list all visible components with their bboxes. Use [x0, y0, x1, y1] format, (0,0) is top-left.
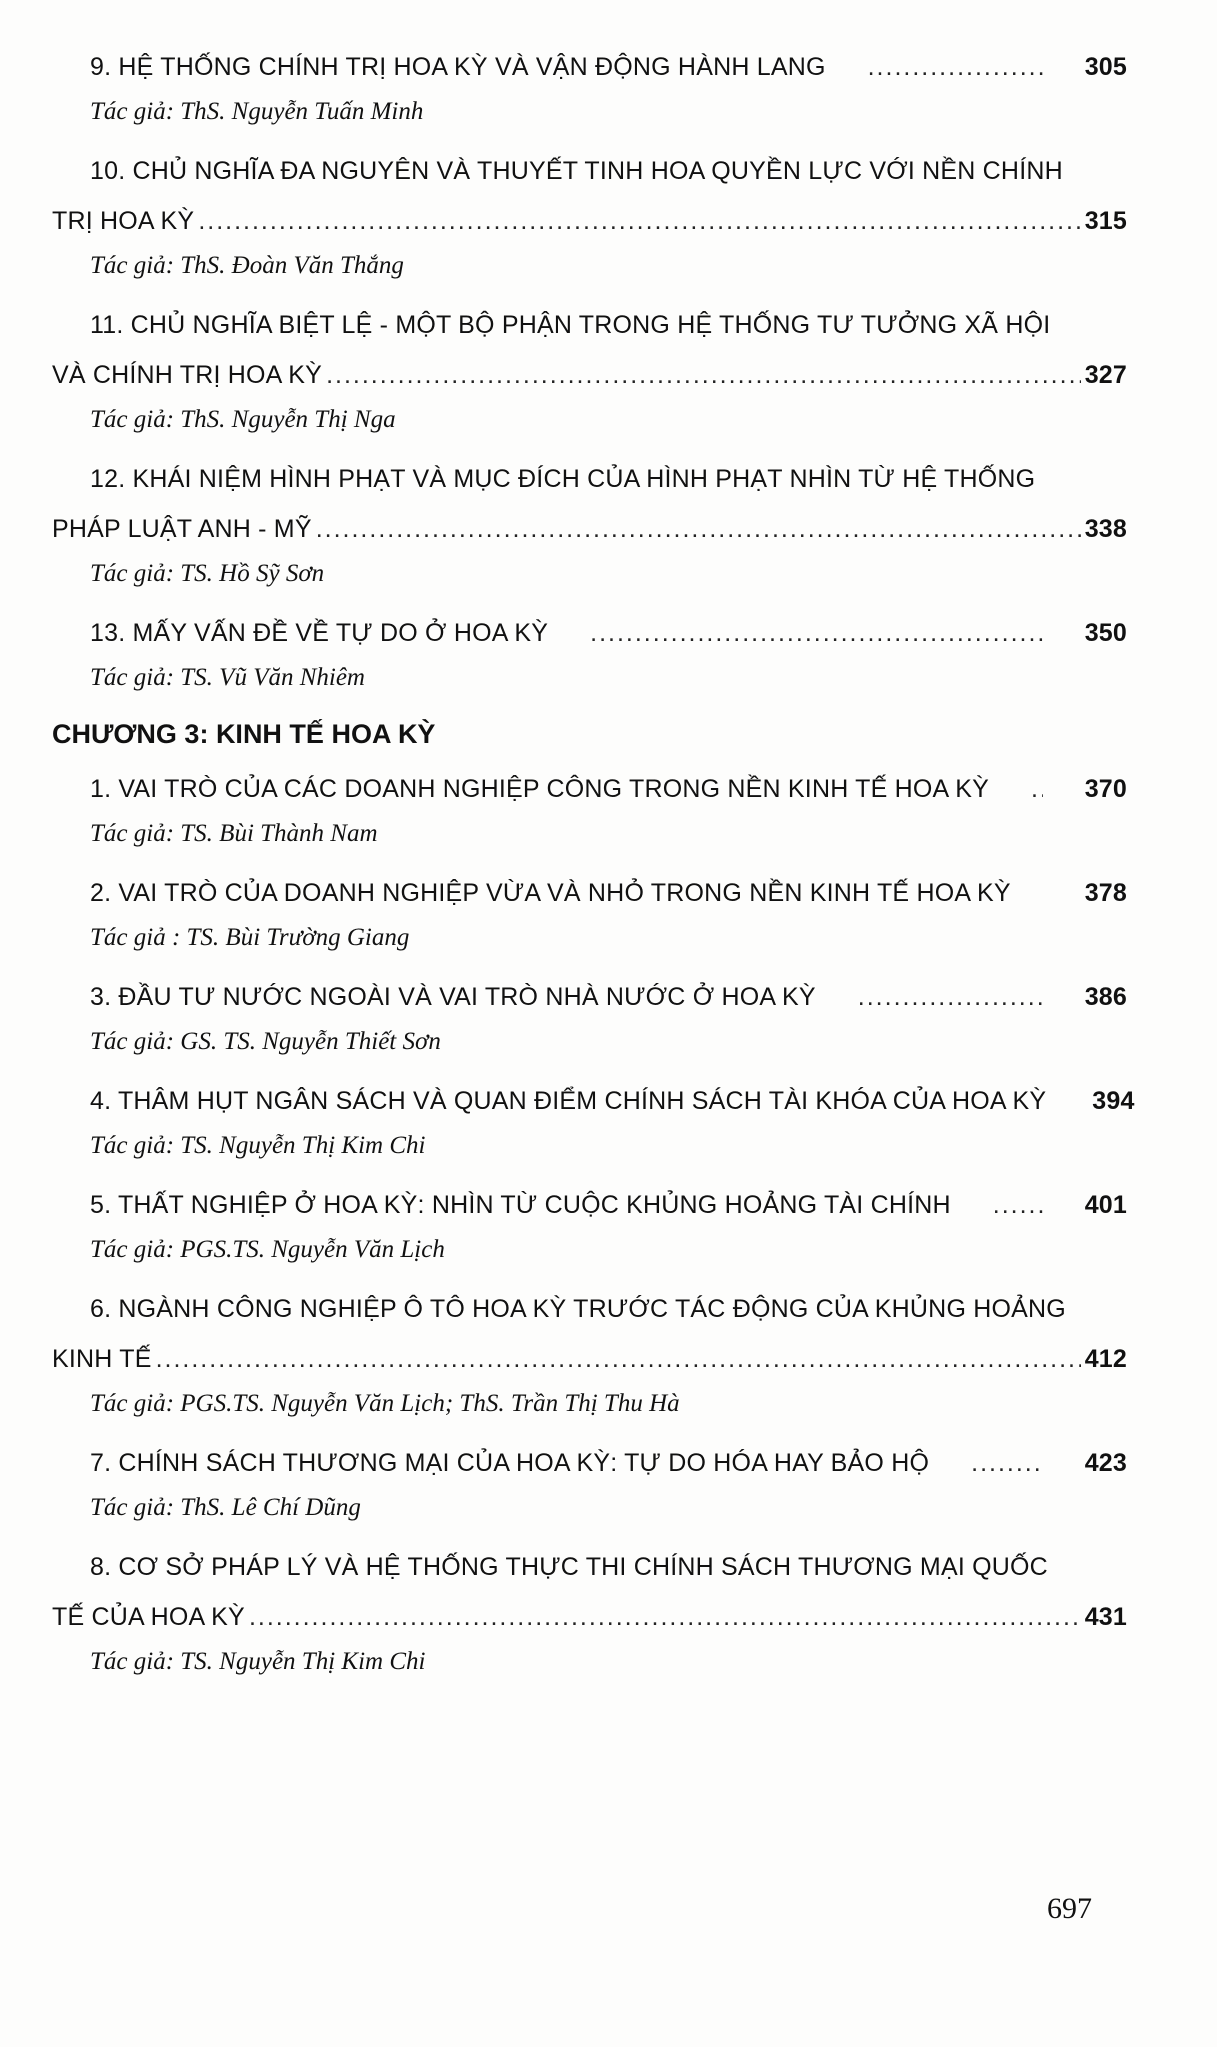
toc-entry[interactable]	[52, 868, 1127, 958]
entry-title	[52, 300, 1127, 400]
entry-title-continuation: TRỊ HOA KỲ	[52, 207, 195, 235]
entry-title-continuation: TẾ CỦA HOA KỲ	[52, 1603, 245, 1631]
entry-title-text: 8. CƠ SỞ PHÁP LÝ VÀ HỆ THỐNG THỰC THI CHÍNH SÁCH THƯƠNG MẠI QUỐC	[90, 1553, 1048, 1581]
entry-author: Tác giả: ThS. Lê Chí Dũng	[90, 1494, 361, 1521]
entry-page-number: 370	[1084, 775, 1127, 803]
entry-page-number: 338	[1084, 515, 1127, 543]
dot-leader	[955, 1180, 1043, 1230]
toc-entry[interactable]	[52, 608, 1127, 698]
entry-title	[52, 1076, 1135, 1126]
entry-author: Tác giả: TS. Nguyễn Thị Kim Chi	[90, 1132, 426, 1159]
dot-leader	[820, 972, 1043, 1022]
dot-leader	[316, 504, 1081, 554]
toc-entry[interactable]	[52, 42, 1127, 132]
entry-author: Tác giả: TS. Bùi Thành Nam	[90, 820, 378, 847]
dot-leader	[933, 1438, 1043, 1488]
entry-title-text: 4. THÂM HỤT NGÂN SÁCH VÀ QUAN ĐIỂM CHÍNH SÁCH TÀI KHÓA CỦA HOA KỲ	[90, 1087, 1047, 1115]
entry-page-number: 401	[1084, 1191, 1127, 1219]
toc-entry[interactable]	[52, 146, 1127, 286]
entry-title-text: 2. VAI TRÒ CỦA DOANH NGHIỆP VỪA VÀ NHỎ TRONG NỀN KINH TẾ HOA KỲ	[90, 879, 1011, 907]
entry-title	[52, 868, 1127, 918]
entry-title	[52, 146, 1127, 246]
dot-leader	[156, 1334, 1081, 1384]
entry-page-number: 431	[1084, 1603, 1127, 1631]
entry-title-text: 11. CHỦ NGHĨA BIỆT LỆ - MỘT BỘ PHẬN TRONG HỆ THỐNG TƯ TƯỞNG XÃ HỘI	[90, 311, 1051, 339]
entry-title-text: 9. HỆ THỐNG CHÍNH TRỊ HOA KỲ VÀ VẬN ĐỘNG HÀNH LANG	[90, 53, 826, 81]
entry-title-continuation: PHÁP LUẬT ANH - MỸ	[52, 515, 312, 543]
toc-entry[interactable]	[52, 1284, 1127, 1424]
entry-title	[52, 764, 1127, 814]
entry-title	[52, 454, 1127, 554]
dot-leader	[993, 764, 1043, 814]
page-number: 697	[1047, 1892, 1092, 1925]
toc-entry[interactable]	[52, 1438, 1127, 1528]
entry-title-text: 3. ĐẦU TƯ NƯỚC NGOÀI VÀ VAI TRÒ NHÀ NƯỚC Ở HOA KỲ	[90, 983, 816, 1011]
toc-entry[interactable]	[52, 1542, 1127, 1682]
entry-title	[52, 1542, 1127, 1642]
entry-title	[52, 1284, 1127, 1384]
entry-page-number: 423	[1084, 1449, 1127, 1477]
entry-author: Tác giả: TS. Vũ Văn Nhiêm	[90, 664, 365, 691]
entry-page-number: 412	[1084, 1345, 1127, 1373]
entry-author: Tác giả: TS. Nguyễn Thị Kim Chi	[90, 1648, 426, 1675]
entry-title	[52, 42, 1127, 92]
entry-title-text: 1. VAI TRÒ CỦA CÁC DOANH NGHIỆP CÔNG TRONG NỀN KINH TẾ HOA KỲ	[90, 775, 989, 803]
toc-entry[interactable]	[52, 454, 1127, 594]
entry-author: Tác giả: TS. Hồ Sỹ Sơn	[90, 560, 325, 587]
entry-title-text: 13. MẤY VẤN ĐỀ VỀ TỰ DO Ở HOA KỲ	[90, 619, 549, 647]
toc-section-a	[52, 42, 1127, 698]
entry-page-number: 305	[1084, 53, 1127, 81]
entry-page-number: 378	[1084, 879, 1127, 907]
entry-title	[52, 1180, 1127, 1230]
entry-page-number: 327	[1084, 361, 1127, 389]
chapter-heading: CHƯƠNG 3: KINH TẾ HOA KỲ	[52, 719, 436, 749]
entry-title	[52, 1438, 1127, 1488]
entry-title-continuation: VÀ CHÍNH TRỊ HOA KỲ	[52, 361, 323, 389]
entry-page-number: 386	[1084, 983, 1127, 1011]
toc-entry[interactable]	[52, 1180, 1127, 1270]
entry-page-number: 315	[1084, 207, 1127, 235]
entry-title-text: 10. CHỦ NGHĨA ĐA NGUYÊN VÀ THUYẾT TINH HOA QUYỀN LỰC VỚI NỀN CHÍNH	[90, 157, 1063, 185]
entry-author: Tác giả: PGS.TS. Nguyễn Văn Lịch	[90, 1236, 445, 1263]
dot-leader	[830, 42, 1043, 92]
dot-leader	[552, 608, 1043, 658]
dot-leader	[1015, 868, 1043, 918]
toc-entry[interactable]	[52, 764, 1127, 854]
dot-leader	[249, 1592, 1081, 1642]
entry-title-text: 6. NGÀNH CÔNG NGHIỆP Ô TÔ HOA KỲ TRƯỚC TÁC ĐỘNG CỦA KHỦNG HOẢNG	[90, 1295, 1066, 1323]
toc-entry[interactable]	[52, 300, 1127, 440]
dot-leader	[326, 350, 1081, 400]
entry-author: Tác giả: ThS. Đoàn Văn Thắng	[90, 252, 404, 279]
toc-entry[interactable]	[52, 972, 1127, 1062]
entry-title	[52, 608, 1127, 658]
entry-author: Tác giả: ThS. Nguyễn Thị Nga	[90, 406, 396, 433]
entry-title-continuation: KINH TẾ	[52, 1345, 152, 1373]
entry-page-number: 350	[1084, 619, 1127, 647]
entry-author: Tác giả: GS. TS. Nguyễn Thiết Sơn	[90, 1028, 441, 1055]
entry-title-text: 12. KHÁI NIỆM HÌNH PHẠT VÀ MỤC ĐÍCH CỦA HÌNH PHẠT NHÌN TỪ HỆ THỐNG	[90, 465, 1036, 493]
entry-page-number: 394	[1092, 1087, 1135, 1115]
entry-title-text: 7. CHÍNH SÁCH THƯƠNG MẠI CỦA HOA KỲ: TỰ DO HÓA HAY BẢO HỘ	[90, 1449, 930, 1477]
entry-author: Tác giả: PGS.TS. Nguyễn Văn Lịch; ThS. Trần Thị Thu Hà	[90, 1390, 680, 1417]
toc-entry[interactable]	[52, 1076, 1135, 1166]
entry-author: Tác giả : TS. Bùi Trường Giang	[90, 924, 410, 951]
dot-leader	[198, 196, 1080, 246]
entry-title-text: 5. THẤT NGHIỆP Ở HOA KỲ: NHÌN TỪ CUỘC KHỦNG HOẢNG TÀI CHÍNH	[90, 1191, 951, 1219]
entry-author: Tác giả: ThS. Nguyễn Tuấn Minh	[90, 98, 424, 125]
entry-title	[52, 972, 1127, 1022]
toc-chapter-3	[52, 764, 1135, 1682]
